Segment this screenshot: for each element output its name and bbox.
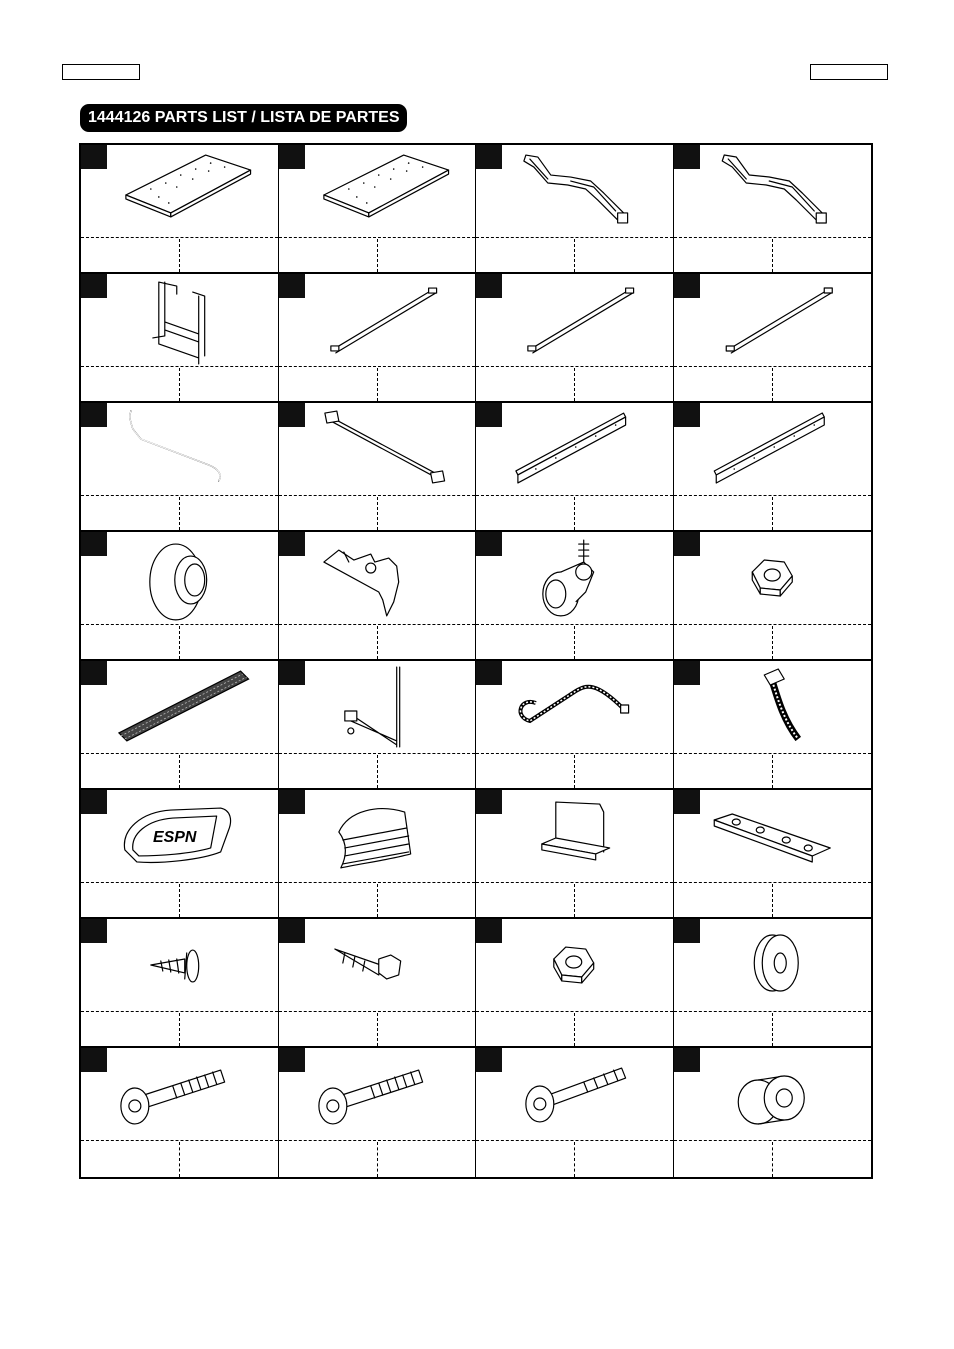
part-cell (674, 790, 872, 919)
label-divider (81, 237, 278, 238)
qty-divider (772, 884, 773, 917)
spacer-icon (674, 1048, 872, 1139)
qty-divider (377, 1142, 378, 1177)
qty-divider (772, 239, 773, 272)
support-arm-icon (279, 661, 476, 752)
part-cell (279, 274, 477, 403)
qty-divider (179, 884, 180, 917)
qty-divider (179, 368, 180, 401)
part-cell (81, 1048, 279, 1177)
part-cell (81, 532, 279, 661)
qty-divider (574, 1142, 575, 1177)
qty-divider (574, 884, 575, 917)
qty-divider (772, 1142, 773, 1177)
qty-divider (377, 1013, 378, 1046)
latch-plate-icon (279, 532, 476, 623)
long-bolt-icon (279, 1048, 476, 1139)
qty-divider (574, 626, 575, 659)
qty-divider (179, 1013, 180, 1046)
page-number-box-left (62, 64, 140, 80)
leg-frame-icon (81, 274, 278, 365)
label-divider (476, 882, 673, 883)
part-cell (674, 661, 872, 790)
label-divider (81, 753, 278, 754)
tie-rod-icon (476, 274, 673, 365)
part-cell (476, 532, 674, 661)
part-cell (476, 1048, 674, 1177)
qty-divider (772, 1013, 773, 1046)
caster-wheel-icon (476, 532, 673, 623)
page-title: 1444126 PARTS LIST / LISTA DE PARTES (80, 104, 407, 132)
part-cell (674, 403, 872, 532)
part-cell (81, 661, 279, 790)
label-divider (674, 237, 872, 238)
part-cell (279, 145, 477, 274)
angle-bracket-icon (476, 403, 673, 494)
label-divider (674, 624, 872, 625)
qty-divider (377, 626, 378, 659)
qty-divider (772, 497, 773, 530)
qty-divider (377, 497, 378, 530)
qty-divider (179, 1142, 180, 1177)
part-cell (476, 403, 674, 532)
qty-divider (772, 626, 773, 659)
qty-divider (772, 368, 773, 401)
label-divider (476, 1011, 673, 1012)
part-cell (81, 145, 279, 274)
qty-divider (772, 755, 773, 788)
flange-cap-icon (81, 532, 278, 623)
label-divider (674, 1011, 872, 1012)
label-divider (476, 624, 673, 625)
part-cell (279, 919, 477, 1048)
page-number-box-right (810, 64, 888, 80)
table-board-icon (81, 145, 278, 236)
part-cell (476, 274, 674, 403)
label-divider (674, 753, 872, 754)
label-divider (476, 753, 673, 754)
parts-grid (79, 143, 873, 1179)
part-cell (279, 661, 477, 790)
qty-divider (377, 755, 378, 788)
label-divider (279, 1140, 476, 1141)
part-cell (674, 145, 872, 274)
label-divider (279, 882, 476, 883)
qty-divider (377, 368, 378, 401)
part-cell (674, 274, 872, 403)
qty-divider (574, 368, 575, 401)
long-bolt-icon (81, 1048, 278, 1139)
curved-rail-icon (476, 145, 673, 236)
label-divider (674, 882, 872, 883)
mesh-strip-icon (81, 661, 278, 752)
part-cell (81, 790, 279, 919)
angle-bracket-icon (674, 403, 872, 494)
qty-divider (179, 755, 180, 788)
part-cell (476, 145, 674, 274)
label-divider (81, 495, 278, 496)
connector-plate-icon (674, 790, 872, 881)
label-divider (279, 624, 476, 625)
label-divider (674, 366, 872, 367)
hex-nut-icon (674, 532, 872, 623)
machine-screw-icon (81, 919, 278, 1010)
qty-divider (179, 626, 180, 659)
table-board-icon (279, 145, 476, 236)
label-divider (674, 1140, 872, 1141)
label-divider (279, 237, 476, 238)
label-divider (81, 882, 278, 883)
label-divider (279, 753, 476, 754)
label-divider (476, 366, 673, 367)
curved-rail-icon (674, 145, 872, 236)
part-cell (279, 532, 477, 661)
tie-rod-icon (279, 274, 476, 365)
part-cell (476, 661, 674, 790)
qty-divider (377, 239, 378, 272)
qty-divider (179, 497, 180, 530)
label-divider (81, 1011, 278, 1012)
qty-divider (574, 497, 575, 530)
label-divider (279, 1011, 476, 1012)
label-divider (476, 495, 673, 496)
qty-divider (377, 884, 378, 917)
svg-text:ESPN: ESPN (153, 828, 197, 846)
part-cell (476, 919, 674, 1048)
label-divider (81, 624, 278, 625)
label-divider (674, 495, 872, 496)
washer-icon (674, 919, 872, 1010)
part-cell (674, 532, 872, 661)
qty-divider (574, 239, 575, 272)
label-divider (476, 237, 673, 238)
curved-cover-icon (279, 790, 476, 881)
hex-nut-icon (476, 919, 673, 1010)
label-divider (279, 495, 476, 496)
curved-handle-icon (81, 403, 278, 494)
brace-rod-icon (279, 403, 476, 494)
label-divider (476, 1140, 673, 1141)
part-cell (81, 274, 279, 403)
short-bolt-icon (476, 1048, 673, 1139)
hex-bolt-screw-icon (279, 919, 476, 1010)
part-cell (674, 1048, 872, 1177)
part-cell (81, 403, 279, 532)
label-divider (81, 366, 278, 367)
label-divider (81, 1140, 278, 1141)
part-cell (476, 790, 674, 919)
short-strap-icon (674, 661, 872, 752)
part-cell (279, 403, 477, 532)
net-strap-icon (476, 661, 673, 752)
label-divider (279, 366, 476, 367)
tie-rod-icon (674, 274, 872, 365)
part-cell (674, 919, 872, 1048)
part-cell (81, 919, 279, 1048)
qty-divider (179, 239, 180, 272)
qty-divider (574, 755, 575, 788)
espn-logo-plate-icon (81, 790, 278, 881)
qty-divider (574, 1013, 575, 1046)
part-cell (279, 790, 477, 919)
u-bracket-icon (476, 790, 673, 881)
part-cell (279, 1048, 477, 1177)
